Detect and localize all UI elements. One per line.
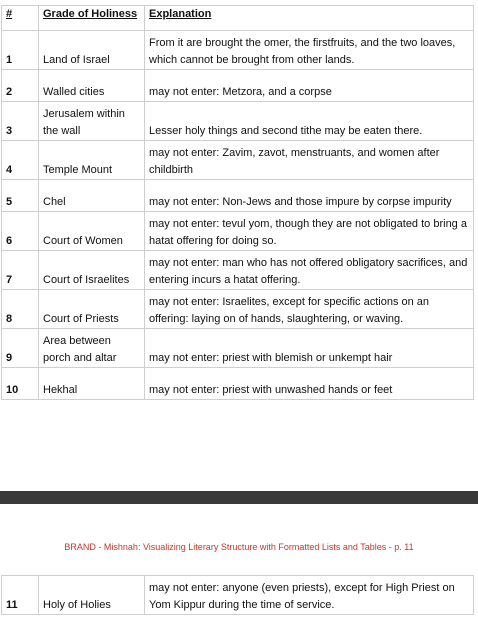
table-row	[2, 368, 474, 400]
row-number: 11	[2, 576, 39, 615]
row-explanation: From it are brought the omer, the firstfruits, and the two loaves, which cannot be brought from other lands.	[145, 31, 474, 70]
page-break	[0, 491, 478, 504]
page-footer: BRAND - Mishnah: Visualizing Literary Structure with Formatted Lists and Tables - p. 11	[64, 542, 414, 552]
header-number: #	[2, 6, 39, 31]
row-grade: Walled cities	[39, 70, 145, 102]
holiness-table	[1, 5, 474, 400]
row-grade: Land of Israel	[39, 31, 145, 70]
row-number: 1	[2, 31, 39, 70]
table-row	[2, 212, 474, 251]
table-row	[2, 31, 474, 70]
row-number: 4	[2, 141, 39, 180]
row-number: 5	[2, 180, 39, 212]
table-row	[2, 576, 474, 615]
table-row	[2, 290, 474, 329]
row-number: 9	[2, 329, 39, 368]
row-explanation: may not enter: Metzora, and a corpse	[145, 70, 474, 102]
row-number: 6	[2, 212, 39, 251]
row-grade: Area between porch and altar	[39, 329, 145, 368]
row-grade: Hekhal	[39, 368, 145, 400]
row-explanation: Lesser holy things and second tithe may be eaten there.	[145, 102, 474, 141]
holiness-table-continued	[1, 575, 474, 615]
row-grade: Court of Women	[39, 212, 145, 251]
row-explanation: may not enter: priest with unwashed hands or feet	[145, 368, 474, 400]
row-grade: Jerusalem within the wall	[39, 102, 145, 141]
row-explanation: may not enter: Zavim, zavot, menstruants, and women after childbirth	[145, 141, 474, 180]
row-grade: Holy of Holies	[39, 576, 145, 615]
row-explanation: may not enter: man who has not offered obligatory sacrifices, and entering incurs a hatat offering.	[145, 251, 474, 290]
table-row	[2, 180, 474, 212]
table-row	[2, 141, 474, 180]
table-row	[2, 70, 474, 102]
row-explanation: may not enter: priest with blemish or unkempt hair	[145, 329, 474, 368]
table-row	[2, 102, 474, 141]
row-number: 10	[2, 368, 39, 400]
row-explanation: may not enter: Non-Jews and those impure by corpse impurity	[145, 180, 474, 212]
row-explanation: may not enter: tevul yom, though they are not obligated to bring a hatat offering for doing so.	[145, 212, 474, 251]
row-explanation: may not enter: anyone (even priests), except for High Priest on Yom Kippur during the time of service.	[145, 576, 474, 615]
header-explanation: Explanation	[145, 6, 474, 31]
row-grade: Chel	[39, 180, 145, 212]
row-grade: Temple Mount	[39, 141, 145, 180]
row-grade: Court of Priests	[39, 290, 145, 329]
row-number: 3	[2, 102, 39, 141]
row-number: 8	[2, 290, 39, 329]
table-header-row	[2, 6, 474, 31]
row-number: 7	[2, 251, 39, 290]
header-grade: Grade of Holiness	[39, 6, 145, 31]
row-grade: Court of Israelites	[39, 251, 145, 290]
table-row	[2, 251, 474, 290]
row-number: 2	[2, 70, 39, 102]
row-explanation: may not enter: Israelites, except for specific actions on an offering: laying on of hands, slaughtering, or waving.	[145, 290, 474, 329]
table-row	[2, 329, 474, 368]
